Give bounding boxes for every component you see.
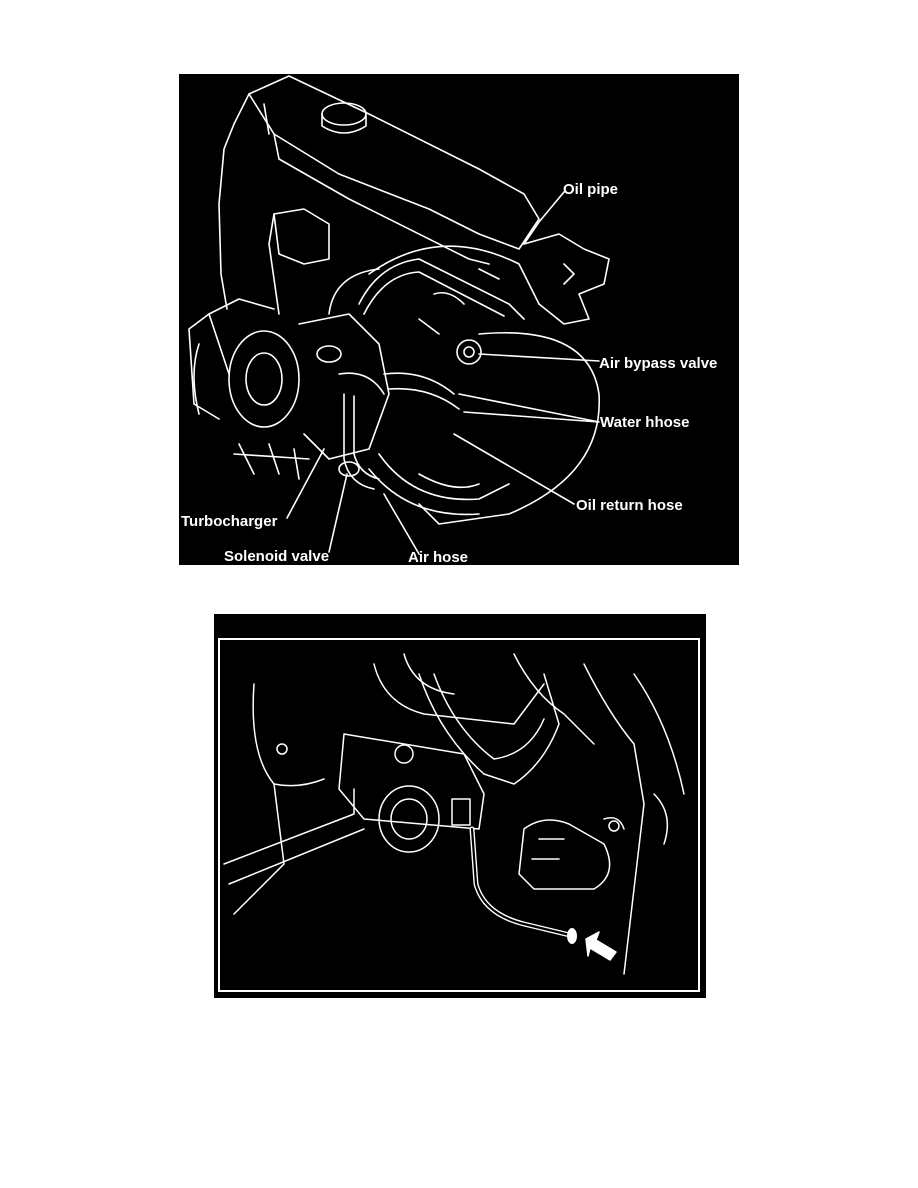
- label-water-hose: Water hhose: [600, 414, 690, 431]
- label-solenoid-valve: Solenoid valve: [224, 548, 330, 565]
- label-oil-return-hose: Oil return hose: [576, 497, 683, 514]
- hose-line-art: [214, 614, 706, 998]
- engine-line-art: [179, 74, 739, 565]
- turbocharger-engine-diagram: [179, 74, 739, 565]
- label-air-hose: Air hose: [408, 549, 469, 565]
- label-turbocharger: Turbocharger: [181, 513, 278, 530]
- label-air-bypass-valve: Air bypass valve: [599, 355, 718, 372]
- label-oil-pipe: Oil pipe: [563, 181, 619, 198]
- solenoid-hose-diagram: [214, 614, 706, 998]
